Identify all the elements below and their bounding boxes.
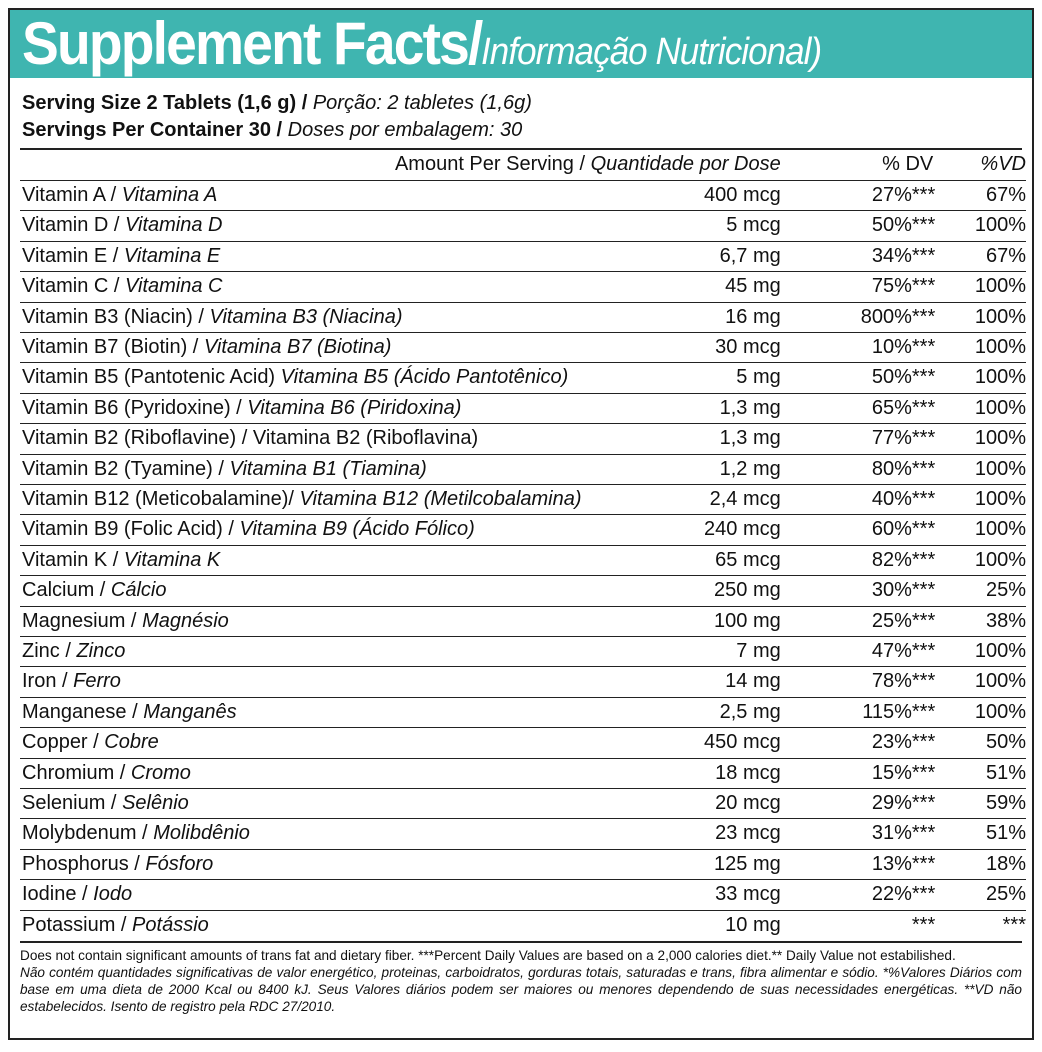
table-row: [20, 758, 1026, 788]
nutrient-name-pt: Magnésio: [142, 609, 229, 632]
nutrient-name: [20, 241, 582, 271]
nutrient-name: [20, 636, 582, 666]
nutrient-name-en: Calcium /: [22, 579, 106, 602]
nutrient-dv: 47%***: [781, 636, 935, 666]
nutrient-name-pt: Vitamina B3 (Niacina): [209, 305, 403, 328]
table-row: [20, 241, 1026, 271]
nutrient-amount: 125 mg: [582, 849, 781, 879]
nutrient-amount: 2,5 mg: [582, 697, 781, 727]
nutrient-amount: 33 mcg: [582, 880, 781, 910]
nutrient-name: [20, 393, 582, 423]
table-row: [20, 393, 1026, 423]
nutrient-dv: 34%***: [781, 241, 935, 271]
nutrient-dv: 65%***: [781, 393, 935, 423]
nutrient-vd: 100%: [935, 454, 1026, 484]
nutrient-name-en: Vitamin B12 (Meticobalamine)/: [22, 487, 294, 510]
nutrient-name: [20, 576, 582, 606]
nutrient-name-pt: Ferro: [73, 670, 121, 693]
nutrient-name-pt: Vitamina E: [123, 244, 221, 267]
nutrient-name: [20, 667, 582, 697]
nutrient-vd: 100%: [935, 332, 1026, 362]
nutrient-vd: 18%: [935, 849, 1026, 879]
footer-notes: [20, 941, 1022, 1015]
nutrient-amount: 100 mg: [582, 606, 781, 636]
table-row: [20, 180, 1026, 210]
nutrient-name-en: Vitamin B6 (Pyridoxine) /: [22, 396, 242, 419]
nutrient-name-en: Copper /: [22, 731, 99, 754]
nutrient-vd: 51%: [935, 819, 1026, 849]
nutrient-vd: 67%: [935, 180, 1026, 210]
table-row: [20, 697, 1026, 727]
dv-header-text: % DV: [882, 153, 934, 176]
nutrient-name-pt: Fósforo: [145, 852, 214, 875]
nutrient-name: [20, 758, 582, 788]
nutrient-amount: 450 mcg: [582, 728, 781, 758]
nutrient-name: [20, 789, 582, 819]
nutrient-amount: 400 mcg: [582, 180, 781, 210]
nutrient-dv: 40%***: [781, 484, 935, 514]
nutrient-vd: 25%: [935, 880, 1026, 910]
nutrient-amount: 1,3 mg: [582, 424, 781, 454]
nutrient-name-en: Vitamin B9 (Folic Acid) /: [22, 518, 234, 541]
nutrient-vd: 25%: [935, 576, 1026, 606]
table-row: [20, 789, 1026, 819]
nutrient-dv: 115%***: [781, 697, 935, 727]
nutrient-name: [20, 728, 582, 758]
table-row: [20, 484, 1026, 514]
nutrient-name: [20, 272, 582, 302]
nutrient-dv: 30%***: [781, 576, 935, 606]
nutrient-dv: 31%***: [781, 819, 935, 849]
table-row: [20, 880, 1026, 910]
amount-header-pt: Quantidade por Dose: [590, 153, 781, 175]
table-row: [20, 728, 1026, 758]
label-header: [10, 10, 1032, 78]
nutrient-amount: 45 mg: [582, 272, 781, 302]
nutrient-dv: 82%***: [781, 545, 935, 575]
nutrient-vd: 51%: [935, 758, 1026, 788]
nutrient-name-pt: Cromo: [130, 761, 191, 784]
nutrient-amount: 1,3 mg: [582, 393, 781, 423]
footer-english: Does not contain significant amounts of trans fat and dietary fiber. ***Percent Daily Values are based on a 2,000 calories diet.** Daily Value not estabilished.: [20, 947, 956, 963]
column-header-amount: [394, 150, 781, 180]
nutrient-name-en: Iron /: [22, 670, 68, 693]
nutrient-amount: 20 mcg: [582, 789, 781, 819]
nutrient-name-pt: Cálcio: [110, 579, 167, 602]
table-row: [20, 636, 1026, 666]
nutrient-dv: 10%***: [781, 332, 935, 362]
nutrient-vd: 59%: [935, 789, 1026, 819]
nutrient-amount: 6,7 mg: [582, 241, 781, 271]
nutrient-vd: 100%: [935, 363, 1026, 393]
nutrient-dv: 50%***: [781, 211, 935, 241]
nutrient-name: [20, 849, 582, 879]
nutrient-name-en: Vitamin B3 (Niacin) /: [22, 305, 204, 328]
nutrient-dv: 13%***: [781, 849, 935, 879]
nutrient-name-pt: Vitamina D: [125, 214, 223, 237]
nutrient-amount: 1,2 mg: [582, 454, 781, 484]
nutrient-amount: 250 mg: [582, 576, 781, 606]
amount-header-text: [395, 150, 781, 179]
nutrient-name-pt: Vitamina B12 (Metilcobalamina): [299, 487, 582, 510]
nutrient-vd: 100%: [935, 667, 1026, 697]
nutrient-table: [20, 150, 1026, 941]
nutrient-name-pt: Iodo: [93, 883, 133, 906]
nutrient-dv: 22%***: [781, 880, 935, 910]
serving-size-pt: Porção: 2 tabletes (1,6g): [312, 92, 532, 114]
nutrient-vd: 67%: [935, 241, 1026, 271]
nutrient-dv: 78%***: [781, 667, 935, 697]
nutrient-vd: ***: [935, 910, 1026, 940]
nutrient-name-en: Vitamin E /: [22, 244, 119, 267]
nutrient-dv: 15%***: [781, 758, 935, 788]
title-portuguese: Informação Nutricional): [481, 31, 822, 73]
title-english: Supplement Facts/: [22, 10, 482, 77]
table-row: [20, 272, 1026, 302]
serving-size: [22, 90, 1010, 117]
nutrient-name-en: Vitamin B5 (Pantotenic Acid): [22, 366, 276, 389]
nutrient-name: [20, 819, 582, 849]
nutrient-name-en: Zinc /: [22, 639, 71, 662]
nutrient-name: [20, 697, 582, 727]
nutrient-name: [20, 424, 582, 454]
nutrient-vd: 100%: [935, 393, 1026, 423]
nutrient-name-en: Chromium /: [22, 761, 126, 784]
nutrient-name-en: Vitamin D /: [22, 214, 120, 237]
nutrient-name: [20, 332, 582, 362]
nutrient-vd: 38%: [935, 606, 1026, 636]
servings-per-container-pt: Doses por embalagem: 30: [287, 119, 523, 141]
nutrient-name-pt: Vitamina B9 (Ácido Fólico): [239, 518, 475, 541]
column-header-dv: [781, 150, 935, 180]
nutrient-name-pt: Selênio: [122, 792, 189, 815]
column-header-vd: [935, 150, 1026, 180]
nutrient-vd: 100%: [935, 272, 1026, 302]
table-row: [20, 819, 1026, 849]
nutrient-name-pt: Vitamina B5 (Ácido Pantotênico): [280, 366, 569, 389]
nutrient-dv: 800%***: [781, 302, 935, 332]
nutrient-amount: 5 mcg: [582, 211, 781, 241]
nutrient-name-en: Manganese /: [22, 700, 138, 723]
nutrient-vd: 100%: [935, 424, 1026, 454]
nutrient-dv: 80%***: [781, 454, 935, 484]
amount-header-en: Amount Per Serving /: [394, 153, 586, 175]
nutrient-name-en: Vitamin B7 (Biotin) /: [22, 335, 199, 358]
nutrient-name-en: Selenium /: [22, 792, 117, 815]
nutrient-dv: 25%***: [781, 606, 935, 636]
nutrient-amount: 5 mg: [582, 363, 781, 393]
nutrient-name-en: Iodine /: [22, 883, 88, 906]
nutrient-amount: 10 mg: [582, 910, 781, 940]
nutrient-vd: 100%: [935, 545, 1026, 575]
serving-size-en: Serving Size 2 Tablets (1,6 g) /: [22, 92, 308, 114]
nutrient-name-pt: Zinco: [76, 639, 126, 662]
nutrient-name: [20, 910, 582, 940]
nutrient-name: [20, 211, 582, 241]
nutrient-vd: 100%: [935, 484, 1026, 514]
nutrient-dv: 60%***: [781, 515, 935, 545]
nutrient-name-en: Vitamin A /: [22, 183, 117, 206]
nutrient-dv: 27%***: [781, 180, 935, 210]
vd-header-text: %VD: [980, 153, 1026, 176]
nutrient-name-en: Vitamin C /: [22, 275, 120, 298]
nutrient-name: [20, 484, 582, 514]
nutrient-name: [20, 545, 582, 575]
table-row: [20, 667, 1026, 697]
table-row: [20, 849, 1026, 879]
supplement-facts-label: [8, 8, 1034, 1040]
table-row: [20, 211, 1026, 241]
nutrient-vd: 100%: [935, 636, 1026, 666]
nutrient-name-pt: Molibdênio: [153, 822, 250, 845]
nutrient-dv: 50%***: [781, 363, 935, 393]
table-row: [20, 606, 1026, 636]
nutrient-rows: [20, 180, 1026, 940]
nutrient-amount: 7 mg: [582, 636, 781, 666]
nutrient-name: [20, 454, 582, 484]
nutrient-amount: 23 mcg: [582, 819, 781, 849]
nutrient-name-pt: Vitamina B6 (Piridoxina): [247, 396, 462, 419]
nutrient-name-pt: Vitamina K: [123, 548, 221, 571]
nutrient-name-pt: Vitamina A: [121, 183, 218, 206]
nutrient-amount: 240 mcg: [582, 515, 781, 545]
nutrient-amount: 14 mg: [582, 667, 781, 697]
nutrient-vd: 100%: [935, 302, 1026, 332]
table-row: [20, 910, 1026, 940]
nutrient-name: [20, 606, 582, 636]
table-row: [20, 332, 1026, 362]
nutrient-amount: 16 mg: [582, 302, 781, 332]
nutrient-name-pt: Manganês: [143, 700, 237, 723]
nutrient-dv: 23%***: [781, 728, 935, 758]
nutrient-name-pt: Vitamina B1 (Tiamina): [229, 457, 427, 480]
nutrient-name-en: Phosphorus /: [22, 852, 140, 875]
nutrient-name: [20, 180, 582, 210]
nutrient-name-en: Magnesium /: [22, 609, 137, 632]
table-header-row: [20, 150, 1026, 180]
nutrient-name-pt: Cobre: [104, 731, 159, 754]
table-row: [20, 454, 1026, 484]
nutrient-name: [20, 515, 582, 545]
servings-per-container: [22, 117, 1010, 144]
nutrient-vd: 100%: [935, 211, 1026, 241]
nutrient-name-en: Vitamin B2 (Tyamine) /: [22, 457, 224, 480]
nutrient-name-pt: Vitamina C: [125, 275, 223, 298]
nutrient-dv: ***: [781, 910, 935, 940]
nutrient-name-en: Potassium /: [22, 913, 127, 936]
table-row: [20, 515, 1026, 545]
nutrient-name-en: Vitamin B2 (Riboflavine) / Vitamina B2 (Riboflavina): [22, 427, 479, 450]
nutrient-name-en: Vitamin K /: [22, 548, 119, 571]
nutrient-vd: 50%: [935, 728, 1026, 758]
servings-per-container-en: Servings Per Container 30 /: [22, 119, 283, 141]
serving-info: [20, 78, 1022, 150]
table-row: [20, 363, 1026, 393]
nutrient-dv: 29%***: [781, 789, 935, 819]
nutrient-amount: 30 mcg: [582, 332, 781, 362]
nutrient-name: [20, 302, 582, 332]
nutrient-name-en: Molybdenum /: [22, 822, 148, 845]
footer-portuguese: Não contém quantidades significativas de valor energético, proteinas, carboidratos, gorduras totais, saturadas e trans, fibra alimentar e sódio. *%Valores Diários com base em uma dieta de 2000 Kcal ou 8400 kJ. Seus Valores diários podem ser maiores ou menores dependendo de suas necessidades energéticas. **VD não estabelecidos. Isento de registro pela RDC 27/2010.: [20, 964, 1022, 1014]
nutrient-vd: 100%: [935, 515, 1026, 545]
nutrient-amount: 18 mcg: [582, 758, 781, 788]
nutrient-dv: 77%***: [781, 424, 935, 454]
table-row: [20, 545, 1026, 575]
nutrient-dv: 75%***: [781, 272, 935, 302]
nutrient-amount: 2,4 mcg: [582, 484, 781, 514]
nutrient-name: [20, 880, 582, 910]
nutrient-amount: 65 mcg: [582, 545, 781, 575]
nutrient-name: [20, 363, 582, 393]
table-row: [20, 424, 1026, 454]
nutrient-vd: 100%: [935, 697, 1026, 727]
nutrient-name-pt: Potássio: [132, 913, 209, 936]
nutrient-name-pt: Vitamina B7 (Biotina): [203, 335, 392, 358]
table-row: [20, 576, 1026, 606]
table-row: [20, 302, 1026, 332]
